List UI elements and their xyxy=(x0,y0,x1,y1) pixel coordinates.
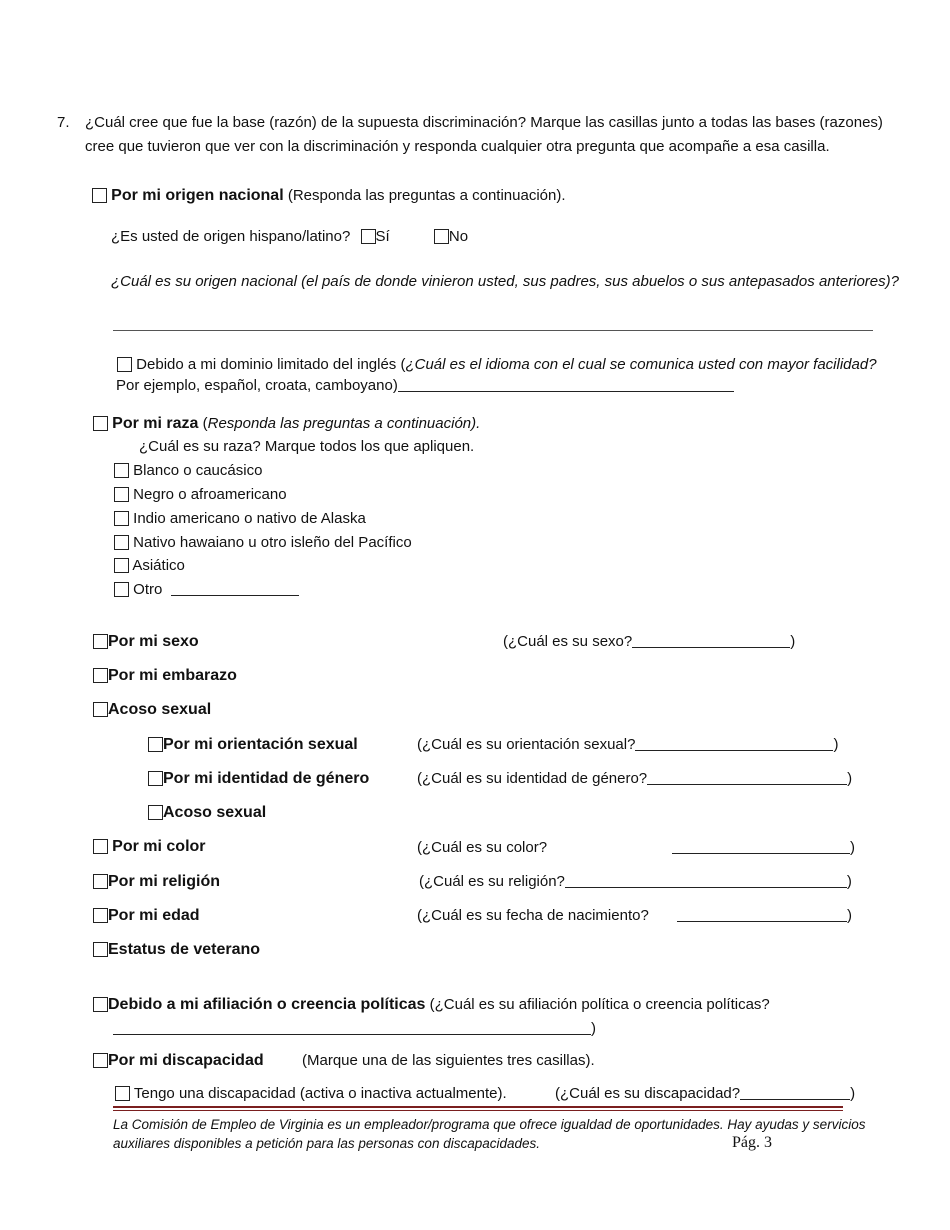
orientation-question-row xyxy=(417,735,838,755)
political-close: ) xyxy=(591,1020,596,1037)
hispanic-no-checkbox[interactable] xyxy=(434,229,449,244)
race-option xyxy=(114,509,366,529)
race-option xyxy=(114,461,262,481)
pregnancy-row xyxy=(93,666,237,686)
race-other-line[interactable] xyxy=(171,581,299,596)
race-option-checkbox[interactable] xyxy=(114,558,129,573)
disability-question: (¿Cuál es su discapacidad? xyxy=(555,1085,741,1102)
race-option xyxy=(114,533,412,553)
english-label: Debido a mi dominio limitado del inglés ( xyxy=(136,356,406,373)
religion-close: ) xyxy=(846,873,852,890)
harassment2-row xyxy=(148,803,266,823)
religion-row xyxy=(93,872,220,892)
page-number: Pág. 3 xyxy=(732,1134,772,1151)
age-answer-line[interactable] xyxy=(677,907,847,922)
gender-identity-label: Por mi identidad de género xyxy=(163,770,370,787)
hispanic-yes-label: Sí xyxy=(375,228,390,245)
pregnancy-label: Por mi embarazo xyxy=(108,667,237,684)
color-question: (¿Cuál es su color? xyxy=(417,839,548,856)
harassment-checkbox[interactable] xyxy=(93,702,108,717)
question-text-line1: ¿Cuál cree que fue la base (razón) de la supuesta discriminación? Marque las casillas junto a todas las bases (razones) xyxy=(85,114,883,131)
age-question: (¿Cuál es su fecha de nacimiento? xyxy=(417,907,649,924)
disability-note: (Marque una de las siguientes tres casillas). xyxy=(302,1052,595,1069)
orientation-close: ) xyxy=(833,736,839,753)
disability-option-label: Tengo una discapacidad (activa o inactiva actualmente). xyxy=(133,1085,507,1102)
national-origin-note: (Responda las preguntas a continuación). xyxy=(287,187,566,204)
age-row xyxy=(93,906,200,926)
political-checkbox[interactable] xyxy=(93,997,108,1012)
race-question: ¿Cuál es su raza? Marque todos los que apliquen. xyxy=(139,438,475,455)
harassment-label: Acoso sexual xyxy=(108,701,212,718)
race-option-label: Nativo hawaiano u otro isleño del Pacífico xyxy=(133,534,412,551)
color-row xyxy=(93,837,206,857)
race-option-label: Blanco o caucásico xyxy=(133,462,263,479)
race-row xyxy=(93,414,480,434)
footer-line1: La Comisión de Empleo de Virginia es un empleador/programa que ofrece igualdad de oportunidades. Hay ayudas y servicios xyxy=(113,1117,866,1132)
national-origin-row xyxy=(92,186,566,206)
disability-row xyxy=(93,1051,264,1071)
race-option-label: Indio americano o nativo de Alaska xyxy=(133,510,366,527)
religion-question: (¿Cuál es su religión? xyxy=(419,873,565,890)
race-option-checkbox[interactable] xyxy=(114,582,129,597)
origin-answer-line[interactable] xyxy=(113,330,873,331)
disability-option-row xyxy=(115,1084,507,1104)
gender-identity-close: ) xyxy=(847,770,853,787)
sex-label: Por mi sexo xyxy=(108,633,199,650)
english-checkbox[interactable] xyxy=(117,357,132,372)
veteran-label: Estatus de veterano xyxy=(108,941,261,958)
pregnancy-checkbox[interactable] xyxy=(93,668,108,683)
race-option-checkbox[interactable] xyxy=(114,535,129,550)
gender-identity-question-row xyxy=(417,769,852,789)
sex-question: (¿Cuál es su sexo? xyxy=(503,633,633,650)
question-text-line2: cree que tuvieron que ver con la discriminación y responda cualquier otra pregunta que acompañe a esa casilla. xyxy=(85,138,830,155)
race-option-checkbox[interactable] xyxy=(114,511,129,526)
color-label: Por mi color xyxy=(112,838,206,855)
veteran-row xyxy=(93,940,260,960)
political-row xyxy=(93,995,770,1015)
age-close: ) xyxy=(847,907,852,924)
race-note: Responda las preguntas a continuación). xyxy=(207,415,481,432)
orientation-checkbox[interactable] xyxy=(148,737,163,752)
footer-rule-bottom xyxy=(113,1110,843,1111)
race-option-label: Negro o afroamericano xyxy=(133,486,287,503)
harassment2-checkbox[interactable] xyxy=(148,805,163,820)
race-option-label: Otro xyxy=(133,581,163,598)
religion-label: Por mi religión xyxy=(108,873,221,890)
question-number: 7. xyxy=(57,114,70,131)
footer-rule-top xyxy=(113,1106,843,1108)
veteran-checkbox[interactable] xyxy=(93,942,108,957)
gender-identity-checkbox[interactable] xyxy=(148,771,163,786)
religion-question-row xyxy=(419,872,852,892)
hispanic-no-label: No xyxy=(448,228,469,245)
color-answer-line[interactable] xyxy=(672,839,850,854)
disability-answer-line[interactable] xyxy=(740,1085,850,1100)
national-origin-checkbox[interactable] xyxy=(92,188,107,203)
political-question: (¿Cuál es su afiliación política o creencia políticas? xyxy=(429,996,770,1013)
orientation-question: (¿Cuál es su orientación sexual? xyxy=(417,736,636,753)
english-row xyxy=(117,355,877,375)
race-label: Por mi raza xyxy=(112,415,199,432)
orientation-label: Por mi orientación sexual xyxy=(163,736,358,753)
sex-checkbox[interactable] xyxy=(93,634,108,649)
harassment2-label: Acoso sexual xyxy=(163,804,267,821)
english-example-row xyxy=(116,376,734,396)
race-checkbox[interactable] xyxy=(93,416,108,431)
orientation-answer-line[interactable] xyxy=(635,736,833,751)
race-option xyxy=(114,580,299,600)
race-option xyxy=(114,485,287,505)
disability-question-row xyxy=(555,1084,855,1104)
age-label: Por mi edad xyxy=(108,907,200,924)
race-note-open: ( xyxy=(202,415,208,432)
sex-close: ) xyxy=(790,633,796,650)
race-option-checkbox[interactable] xyxy=(114,463,129,478)
harassment-row xyxy=(93,700,211,720)
political-answer-row xyxy=(113,1019,596,1039)
language-answer-line[interactable] xyxy=(398,377,734,392)
gender-identity-row xyxy=(148,769,369,789)
disability-checkbox[interactable] xyxy=(93,1053,108,1068)
national-origin-label: Por mi origen nacional xyxy=(111,187,284,204)
political-answer-line[interactable] xyxy=(113,1020,591,1035)
race-option xyxy=(114,556,185,576)
gender-identity-question: (¿Cuál es su identidad de género? xyxy=(417,770,648,787)
race-option-label: Asiático xyxy=(132,557,185,574)
hispanic-yes-checkbox[interactable] xyxy=(361,229,376,244)
origin-question: ¿Cuál es su origen nacional (el país de donde vinieron usted, sus padres, sus abuelos o sus antepasados anteriores)? xyxy=(111,273,899,290)
race-option-checkbox[interactable] xyxy=(114,487,129,502)
age-answer-row xyxy=(677,906,852,926)
gender-identity-answer-line[interactable] xyxy=(647,770,847,785)
religion-checkbox[interactable] xyxy=(93,874,108,889)
sex-answer-line[interactable] xyxy=(632,633,790,648)
disability-label: Por mi discapacidad xyxy=(108,1052,264,1069)
sex-row xyxy=(93,632,199,652)
color-checkbox[interactable] xyxy=(93,839,108,854)
english-example: Por ejemplo, español, croata, camboyano) xyxy=(116,377,398,394)
color-answer-row xyxy=(672,838,855,858)
hispanic-question: ¿Es usted de origen hispano/latino? xyxy=(111,228,351,245)
age-checkbox[interactable] xyxy=(93,908,108,923)
disability-close: ) xyxy=(850,1085,856,1102)
footer-line2: auxiliares disponibles a petición para las personas con discapacidades. xyxy=(113,1136,541,1151)
religion-answer-line[interactable] xyxy=(565,873,847,888)
sex-question-row xyxy=(503,632,795,652)
disability-option-checkbox[interactable] xyxy=(115,1086,130,1101)
orientation-row xyxy=(148,735,358,755)
english-question: ¿Cuál es el idioma con el cual se comunica usted con mayor facilidad? xyxy=(405,356,877,373)
color-close: ) xyxy=(850,839,855,856)
hispanic-row xyxy=(111,227,468,247)
political-label: Debido a mi afiliación o creencia políticas xyxy=(108,996,426,1013)
